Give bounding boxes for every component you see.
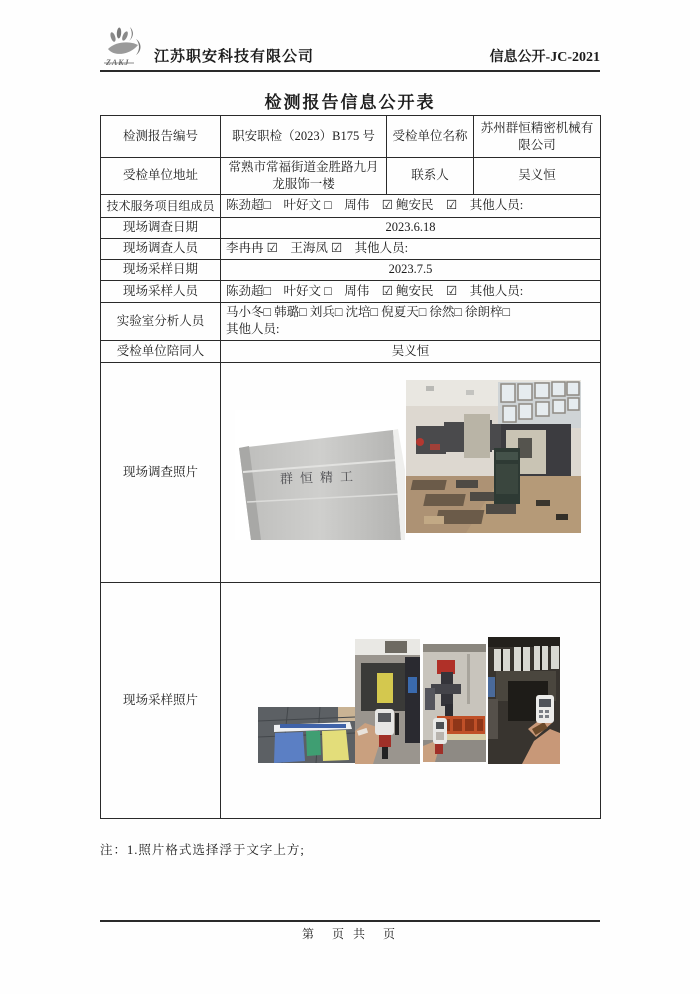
company-logo <box>100 25 152 67</box>
footer-divider <box>100 920 600 922</box>
survey-photo-workshop <box>406 380 581 533</box>
document-code: 信息公开-JC-2021 <box>489 50 600 65</box>
sampling-photos-cell <box>221 582 601 818</box>
unit-addr-label: 受检单位地址 <box>101 158 221 195</box>
lab-staff-value <box>221 302 601 340</box>
unit-name-label: 受检单位名称 <box>387 116 474 158</box>
escort-label: 受检单位陪同人 <box>101 340 221 362</box>
survey-photos-label: 现场调查照片 <box>101 362 221 582</box>
sampling-photo-meter-cnc <box>355 639 420 764</box>
report-no-value: 职安职检（2023）B175 号 <box>221 116 387 158</box>
escort-value: 吴义恒 <box>221 340 601 362</box>
unit-name-value: 苏州群恒精密机械有限公司 <box>474 116 601 158</box>
tech-team-value: 陈劲超□ 叶好文 □ 周伟 ☑ 鲍安民 ☑ 其他人员: <box>221 194 601 217</box>
page-number: 第 页 共 页 <box>301 927 398 941</box>
sampling-date-label: 现场采样日期 <box>101 259 221 280</box>
logo-text: ZAKJ <box>106 58 130 67</box>
lab-staff-line1: 马小冬□ 韩璐□ 刘兵□ 沈培□ 倪夏天□ 徐然□ 徐朗梓□ <box>226 305 511 320</box>
lab-staff-line2: 其他人员: <box>226 322 280 337</box>
survey-photo-company-sign <box>235 410 405 540</box>
sampling-photos-label: 现场采样照片 <box>101 582 221 818</box>
footnote: 注：1.照片格式选择浮于文字上方; <box>100 843 305 857</box>
tech-team-label: 技术服务项目组成员 <box>101 194 221 217</box>
sampling-photo-meter-workshop <box>488 637 560 764</box>
sampling-photo-pump-drill <box>423 644 486 762</box>
unit-addr-value: 常熟市常福街道金胜路九月龙服饰一楼 <box>221 158 387 195</box>
lab-staff-label: 实验室分析人员 <box>101 302 221 340</box>
survey-photos-cell <box>221 362 601 582</box>
sampling-staff-label: 现场采样人员 <box>101 280 221 302</box>
page-title: 检测报告信息公开表 <box>264 93 436 112</box>
document-header <box>100 26 600 72</box>
sampling-photo-documents <box>258 707 355 763</box>
survey-staff-label: 现场调查人员 <box>101 238 221 259</box>
survey-date-label: 现场调查日期 <box>101 217 221 238</box>
report-no-label: 检测报告编号 <box>101 116 221 158</box>
sign-text: 群恒精工 <box>279 469 361 488</box>
survey-staff-value: 李冉冉 ☑ 王海凤 ☑ 其他人员: <box>221 238 601 259</box>
report-info-table <box>100 115 601 819</box>
sampling-date-value: 2023.7.5 <box>221 259 601 280</box>
survey-date-value: 2023.6.18 <box>221 217 601 238</box>
sampling-staff-value: 陈劲超□ 叶好文 □ 周伟 ☑ 鲍安民 ☑ 其他人员: <box>221 280 601 302</box>
contact-label: 联系人 <box>387 158 474 195</box>
contact-value: 吴义恒 <box>474 158 601 195</box>
company-name: 江苏职安科技有限公司 <box>154 49 315 65</box>
